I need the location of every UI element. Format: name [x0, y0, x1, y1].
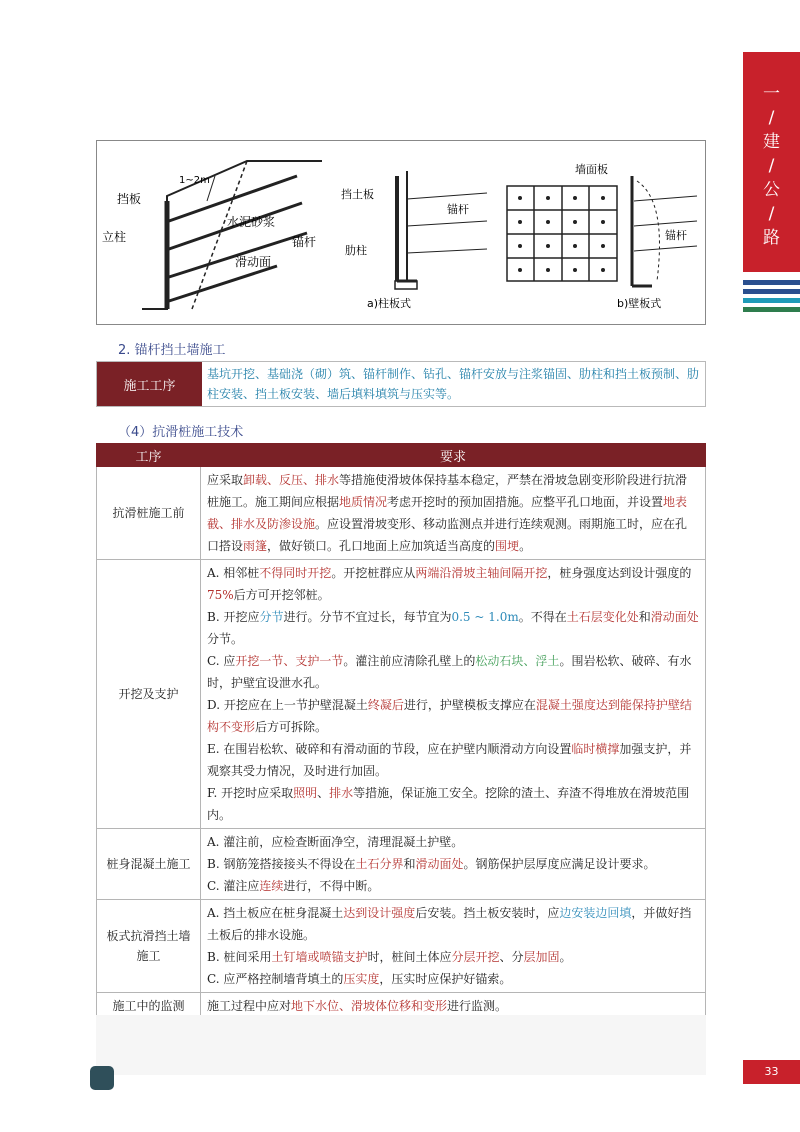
anchor-wall-figure	[96, 140, 706, 325]
label-sliding-surface: 滑动面	[235, 255, 272, 269]
caption-b: b)壁板式	[617, 297, 662, 310]
row3-procedure: 桩身混凝土施工	[97, 829, 201, 900]
label-mortar: 水泥砂浆	[227, 215, 276, 229]
decorative-bottom-band	[96, 1015, 706, 1075]
section-4-title: （4）抗滑桩施工技术	[118, 425, 244, 440]
caption-a: a)柱板式	[367, 297, 412, 310]
table-row	[97, 829, 706, 900]
table-header-row	[97, 444, 706, 467]
header-requirement: 要求	[201, 444, 706, 467]
process-table-header: 施工工序	[97, 362, 202, 406]
table-row	[97, 900, 706, 993]
process-table-body: 基坑开挖、基础浇（砌）筑、锚杆制作、钻孔、锚杆安放与注浆锚固、肋柱和挡土板预制、肋柱安装、挡土板安装、墙后填料填筑与压实等。	[207, 367, 700, 401]
row5-requirement: 施工过程中应对地下水位、滑坡体位移和变形进行监测。	[201, 993, 706, 1020]
header-procedure: 工序	[97, 444, 201, 467]
row1-procedure: 抗滑桩施工前	[97, 467, 201, 560]
side-stripes	[743, 280, 800, 316]
row2-requirement: A. 相邻桩不得同时开挖。开挖桩群应从两端沿滑坡主轴间隔开挖，桩身强度达到设计强度的75%后方可开挖邻桩。 B. 开挖应分节进行。分节不宜过长，每节宜为0.5 ~ 1.0m。不得在土石层变化处和滑动面处分节。 C. 应开挖一节、支护一节。灌注前应清除孔壁上的松动石块、浮土。围岩松软、破碎、有水时，护壁宜设泄水孔。 D. 开挖应在上一节护壁混凝土终凝后进行，护壁模板支撑应在混凝土强度达到能保持护壁结构不变形后方可拆除。 E. 在围岩松软、破碎和有滑动面的节段，应在护壁内顺滑动方向设置临时横撑加强支护，并观察其受力情况，及时进行加固。 F. 开挖时应采取照明、排水等措施，保证施工安全。挖除的渣土、弃渣不得堆放在滑坡范围内。	[201, 560, 706, 829]
label-anchor-mid: 锚杆	[447, 203, 469, 216]
row4-requirement: A. 挡土板应在桩身混凝土达到设计强度后安装。挡土板安装时，应边安装边回填，并做好挡土板后的排水设施。 B. 桩间采用土钉墙或喷锚支护时，桩间土体应分层开挖、分层加固。 C. 应严格控制墙背填土的压实度，压实时应保护好锚索。	[201, 900, 706, 993]
label-anchor: 锚杆	[292, 235, 317, 249]
publisher-logo-icon	[90, 1066, 114, 1090]
chapter-tab	[743, 52, 800, 272]
label-rib-column: 肋柱	[345, 244, 367, 257]
anti-slide-pile-table	[96, 443, 706, 1020]
chapter-tab-text: 一 / 建 / 公 / 路	[763, 84, 780, 248]
row2-procedure: 开挖及支护	[97, 560, 201, 829]
row1-requirement: 应采取卸载、反压、排水等措施使滑坡体保持基本稳定，严禁在滑坡急剧变形阶段进行抗滑桩施工。施工期间应根据地质情况考虑开挖时的预加固措施。应整平孔口地面，并设置地表截、排水及防渗设施。应设置滑坡变形、移动监测点并进行连续观测。雨期施工时，应在孔口搭设雨篷，做好锁口。孔口地面上应加筑适当高度的围埂。	[201, 467, 706, 560]
anchor-wall-drawing	[97, 141, 707, 326]
row3-requirement: A. 灌注前，应检查断面净空，清理混凝土护壁。 B. 钢筋笼搭接接头不得设在土石分界和滑动面处。钢筋保护层厚度应满足设计要求。 C. 灌注应连续进行，不得中断。	[201, 829, 706, 900]
row5-procedure: 施工中的监测	[97, 993, 201, 1020]
label-retaining-board: 挡土板	[341, 188, 374, 201]
label-column: 立柱	[102, 230, 127, 244]
page-number: 33	[743, 1060, 800, 1084]
label-baffle: 挡板	[117, 192, 142, 206]
label-anchor-right: 锚杆	[665, 229, 687, 242]
row4-procedure: 板式抗滑挡土墙施工	[97, 900, 201, 993]
table-row	[97, 560, 706, 829]
table-row	[97, 467, 706, 560]
process-table	[96, 361, 706, 407]
label-spacing: 1~2m	[179, 175, 210, 186]
label-wall-panel: 墙面板	[575, 163, 608, 176]
section-2-title: 2. 锚杆挡土墙施工	[118, 343, 226, 358]
